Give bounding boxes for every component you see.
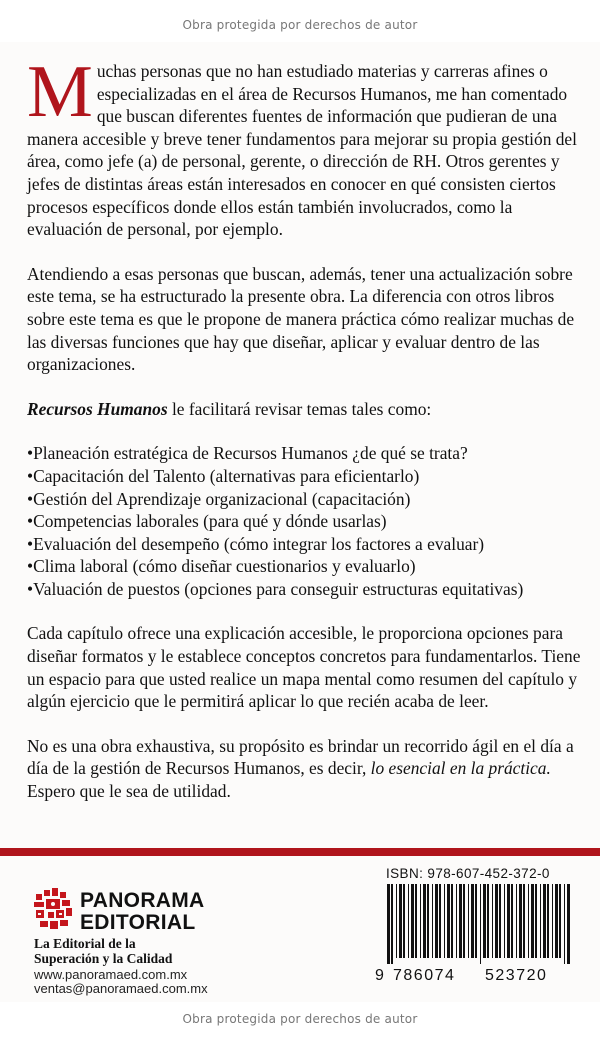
barcode <box>385 884 575 964</box>
barcode-bar <box>507 884 510 958</box>
list-item: • Gestión del Aprendizaje organizacional (capacitación) <box>27 488 582 511</box>
publisher-brand <box>80 890 205 934</box>
barcode-bar <box>567 884 570 964</box>
red-divider <box>0 848 600 856</box>
barcode-bar <box>487 884 489 958</box>
list-item: • Capacitación del Talento (alternativas para eficientarlo) <box>27 465 582 488</box>
email-link: ventas@panoramaed.com.mx <box>34 981 208 996</box>
barcode-bar <box>456 884 457 958</box>
barcode-bar <box>411 884 414 958</box>
barcode-bar <box>471 884 474 958</box>
barcode-bar <box>444 884 445 958</box>
barcode-bar <box>435 884 438 958</box>
barcode-bar <box>391 884 393 964</box>
list-item: • Competencias laborales (para qué y dónde usarlas) <box>27 510 582 533</box>
list-item: • Valuación de puestos (opciones para conseguir estructuras equitativas) <box>27 578 582 601</box>
barcode-bar <box>396 884 397 958</box>
barcode-bar <box>564 884 565 964</box>
isbn-label: ISBN: 978-607-452-372-0 <box>386 866 550 881</box>
intro-text: uchas personas que no han estudiado materias y carreras afines o especializadas en el área de Recursos Humanos, me han comentado que buscan diferentes fuentes de información que pudieran de una manera accesible y breve tener fundamentos para mejorar su propia gestión del área, como jefe (a) de personal, gerente, o dirección de RH. Otros gerentes y jefes de distintas áreas están interesados en conocer en qué consisten ciertos procesos específicos donde ellos están también involucrados, como la evaluación de personal, por ejemplo. <box>27 61 577 240</box>
brand-line-1: PANORAMA <box>80 889 205 912</box>
list-item: • Evaluación del desempeño (cómo integrar los factores a evaluar) <box>27 533 582 556</box>
barcode-digits-right: 523720 <box>485 967 548 984</box>
paragraph-4: Cada capítulo ofrece una explicación accesible, le proporciona opciones para diseñar formatos y le establece conceptos concretos para fundamentarlos. Tiene un espacio para que usted realice un mapa mental como resumen del capítulo y algún ejercicio que le permitirá aplicar lo que recién acaba de leer. <box>27 623 581 712</box>
barcode-bar <box>459 884 462 958</box>
barcode-bar <box>423 884 426 958</box>
barcode-bar <box>495 884 498 958</box>
barcode-bar <box>504 884 505 958</box>
intro-paragraph <box>27 51 582 241</box>
barcode-bar <box>415 884 417 958</box>
barcode-bar <box>492 884 493 958</box>
barcode-bar <box>543 884 546 958</box>
barcode-bar <box>451 884 453 958</box>
drop-cap: M <box>27 51 93 133</box>
website-link: www.panoramaed.com.mx <box>34 967 188 982</box>
paragraph-3 <box>27 398 582 421</box>
list-item: • Clima laboral (cómo diseñar cuestionarios y evaluarlo) <box>27 555 582 578</box>
book-title-inline: Recursos Humanos <box>27 398 168 419</box>
publisher-tagline <box>34 936 172 966</box>
paragraph-5-text: No es una obra exhaustiva, su propósito es brindar un recorrido ágil en el día a día de la gestión de Recursos Humanos, es decir, <box>27 735 574 779</box>
barcode-bar <box>403 884 405 958</box>
barcode-bar <box>475 884 477 958</box>
barcode-bar <box>523 884 525 958</box>
barcode-bar <box>483 884 486 958</box>
brand-line-2: EDITORIAL <box>80 911 196 934</box>
barcode-digit-prefix: 9 <box>375 967 386 984</box>
barcode-digits <box>375 967 585 985</box>
barcode-bar <box>547 884 549 958</box>
barcode-bar <box>535 884 537 958</box>
barcode-bar <box>531 884 534 958</box>
paragraph-3-text: le facilitará revisar temas tales como: <box>167 398 432 419</box>
barcode-bar <box>387 884 390 964</box>
barcode-bar <box>399 884 402 958</box>
barcode-bar <box>516 884 517 958</box>
back-cover-text <box>27 51 582 825</box>
barcode-digits-left: 786074 <box>393 967 456 984</box>
paragraph-2: Atendiendo a esas personas que buscan, además, tener una actualización sobre este tema, se ha estructurado la presente obra. La diferencia con otros libros sobre este tema es que le propone de manera práctica cómo realizar muchas de las diversas funciones que hay que diseñar, aplicar y evaluar dentro de las organizaciones. <box>27 263 575 375</box>
barcode-bar <box>528 884 529 958</box>
paragraph-5 <box>27 735 582 803</box>
tagline-line-1: La Editorial de la <box>34 936 136 951</box>
barcode-bar <box>427 884 429 958</box>
barcode-bar <box>432 884 433 958</box>
watermark-top: Obra protegida por derechos de autor <box>182 18 418 32</box>
list-item: • Planeación estratégica de Recursos Humanos ¿de qué se trata? <box>27 442 582 465</box>
barcode-bar <box>540 884 541 958</box>
barcode-bar <box>408 884 409 958</box>
emphasis-text: lo esencial en la práctica. <box>370 758 551 779</box>
paragraph-5-closing: Espero que le sea de utilidad. <box>27 781 231 802</box>
barcode-bar <box>555 884 558 958</box>
tagline-line-2: Superación y la Calidad <box>34 951 173 966</box>
barcode-bar <box>559 884 561 958</box>
watermark-bottom: Obra protegida por derechos de autor <box>182 1012 418 1026</box>
barcode-bar <box>439 884 441 958</box>
barcode-bar <box>447 884 450 958</box>
barcode-bar <box>463 884 465 958</box>
barcode-bar <box>420 884 421 958</box>
panorama-mayan-glyph-icon <box>32 888 74 932</box>
publisher-contact <box>34 968 208 996</box>
barcode-bar <box>499 884 501 958</box>
barcode-bar <box>468 884 469 958</box>
barcode-bar <box>519 884 522 958</box>
barcode-bar <box>480 884 481 964</box>
topics-list <box>27 442 582 600</box>
barcode-bar <box>552 884 553 958</box>
barcode-bar <box>511 884 513 958</box>
